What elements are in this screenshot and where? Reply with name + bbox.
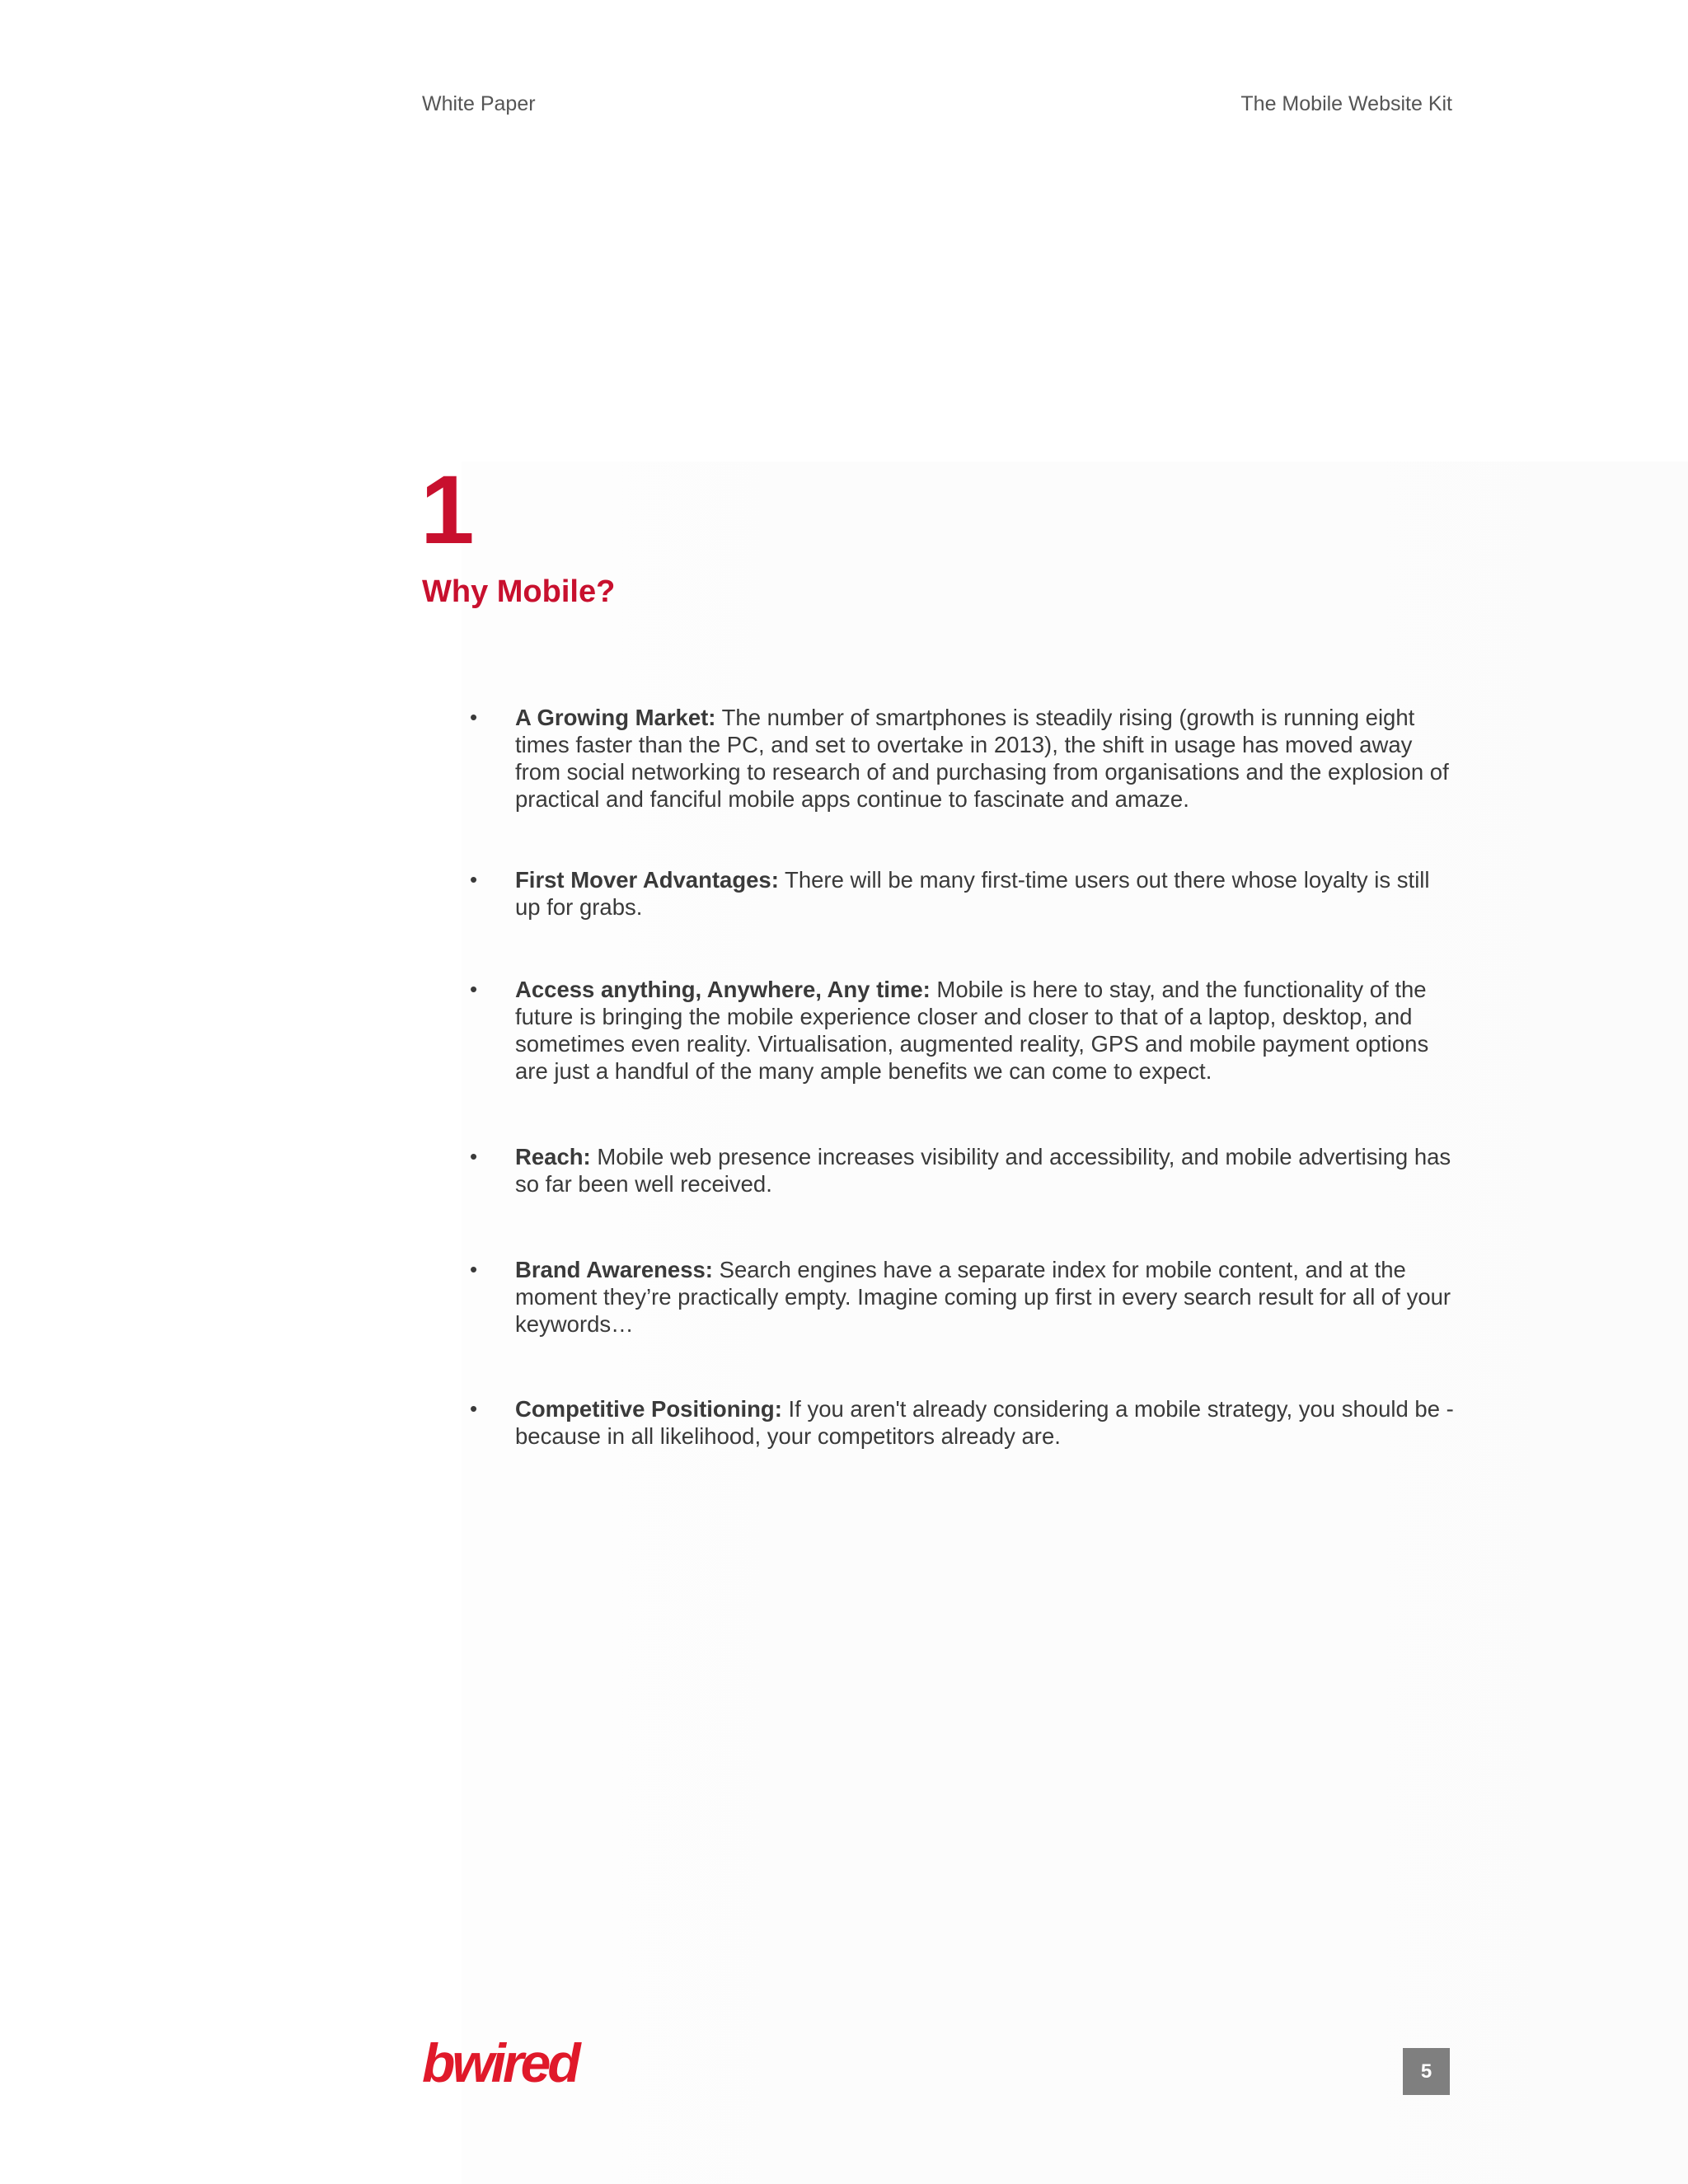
- bullet-dot: •: [470, 1396, 478, 1421]
- bullet-term: Reach:: [515, 1144, 591, 1169]
- bullet-dot: •: [470, 977, 478, 1001]
- bwired-logo-text: bwired: [422, 2036, 578, 2093]
- bullet-text: The number of smartphones is steadily rising (growth is running eight times faster than the PC, and set to overtake in 2013), the shift in usage has moved away from social networking to research of and purchasing from organisations and the explosion of practical and fanciful mobile apps continue to fascinate and amaze.: [515, 705, 1449, 812]
- bullet-dot: •: [470, 705, 478, 729]
- bullet-text: Mobile web presence increases visibility and accessibility, and mobile advertising has so far been well received.: [515, 1144, 1451, 1197]
- chapter-number: 1: [420, 456, 475, 565]
- chapter-title: Why Mobile?: [422, 574, 616, 609]
- bullet-term: Access anything, Anywhere, Any time:: [515, 977, 931, 1002]
- bullet-text: Search engines have a separate index for mobile content, and at the moment they’re practically empty. Imagine coming up first in every search result for all of your keywords…: [515, 1257, 1451, 1337]
- bullet-term: First Mover Advantages:: [515, 867, 779, 893]
- bullet-body: [515, 1256, 1455, 1338]
- bullet-text: Mobile is here to stay, and the functionality of the future is bringing the mobile experience closer and closer to that of a laptop, desktop, and sometimes even reality. Virtualisation, augmented reality, GPS and mobile payment options are just a handful of the many ample benefits we can come to expect.: [515, 977, 1429, 1084]
- header-right-label: The Mobile Website Kit: [1240, 92, 1452, 115]
- bullet-dot: •: [470, 867, 478, 892]
- bullet-body: [515, 866, 1455, 921]
- bullet-body: [515, 704, 1455, 813]
- bullet-term: Competitive Positioning:: [515, 1396, 782, 1422]
- bullet-term: Brand Awareness:: [515, 1257, 713, 1282]
- page-number-badge: 5: [1403, 2048, 1450, 2095]
- header-left-label: White Paper: [422, 92, 536, 115]
- bullet-body: [515, 1395, 1455, 1450]
- bullet-dot: •: [470, 1257, 478, 1282]
- bullet-text: There will be many first-time users out there whose loyalty is still up for grabs.: [515, 867, 1430, 920]
- bullet-term: A Growing Market:: [515, 705, 716, 730]
- bwired-logo: [420, 2036, 626, 2093]
- bullet-body: [515, 1143, 1455, 1197]
- bullet-body: [515, 976, 1455, 1085]
- bullet-dot: •: [470, 1144, 478, 1169]
- bullet-text: If you aren't already considering a mobile strategy, you should be - because in all likelihood, your competitors already are.: [515, 1396, 1454, 1449]
